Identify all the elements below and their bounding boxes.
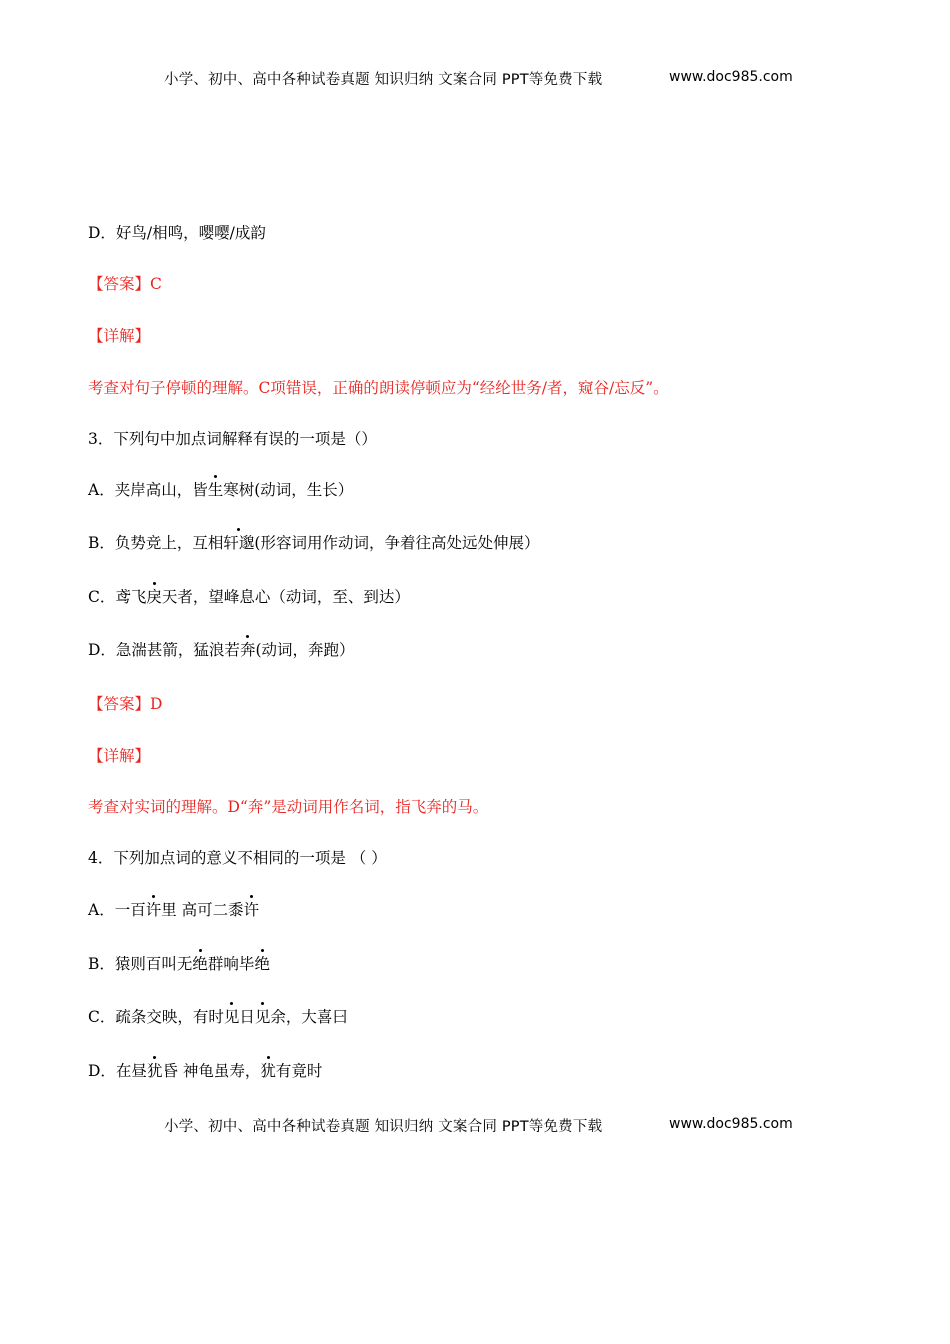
- page-header: [0, 68, 950, 92]
- dotted-word: 轩邈: [223, 531, 254, 555]
- dotted-word: 犹: [260, 1059, 276, 1083]
- q4-option-d: [88, 1059, 322, 1083]
- q3-a-post: 寒树(动词，生长）: [223, 481, 354, 499]
- q3-d-pre: D．急湍甚箭，猛浪若: [88, 641, 240, 659]
- q4-a-p2: 里 高可二黍: [161, 901, 244, 919]
- dotted-word: 绝: [254, 952, 270, 976]
- dotted-word: 见: [255, 1005, 271, 1029]
- q4-a-p1: A．一百: [88, 901, 146, 919]
- page-footer: [0, 1115, 950, 1139]
- q3-b-pre: B．负势竞上，互相: [88, 534, 224, 552]
- q4-d-p2: 昏 神龟虽寿，: [162, 1062, 261, 1080]
- q2-detail: 考查对句子停顿的理解。C项错误，正确的朗读停顿应为“经纶世务/者，窥谷/忘反”。: [88, 379, 669, 397]
- footer-text: 小学、初中、高中各种试卷真题 知识归纳 文案合同 PPT等免费下载: [164, 1119, 603, 1135]
- q4-b-p2: 群响毕: [207, 955, 255, 973]
- header-url[interactable]: www.doc985.com: [669, 69, 793, 85]
- q4-option-b: [88, 952, 270, 976]
- dotted-word: 奔: [240, 638, 256, 662]
- dotted-word: 许: [146, 898, 162, 922]
- q3-d-post: (动词，奔跑）: [255, 641, 355, 659]
- header-text: 小学、初中、高中各种试卷真题 知识归纳 文案合同 PPT等免费下载: [164, 72, 603, 88]
- q4-stem: 4．下列加点词的意义不相同的一项是 （ ）: [88, 849, 387, 867]
- q4-c-p2: 日: [239, 1008, 255, 1026]
- q3-stem: 3．下列句中加点词解释有误的一项是（）: [88, 430, 377, 448]
- q2-detail-label: 【详解】: [88, 327, 151, 345]
- dotted-word: 绝: [192, 952, 208, 976]
- q4-option-a: [88, 898, 259, 922]
- footer-url[interactable]: www.doc985.com: [669, 1116, 793, 1132]
- q2-option-d: D．好鸟/相鸣，嘤嘤/成韵: [88, 224, 266, 242]
- q4-option-c: [88, 1005, 348, 1029]
- q3-option-d: [88, 638, 355, 662]
- q4-d-p3: 有竟时: [275, 1062, 323, 1080]
- q4-c-p3: 余，大喜曰: [270, 1008, 348, 1026]
- q3-a-pre: A．夹岸高山，皆: [88, 481, 208, 499]
- q4-c-p1: C．疏条交映，有时: [88, 1008, 224, 1026]
- dotted-word: 许: [244, 898, 260, 922]
- q3-b-post: (形容词用作动词，争着往高处远处伸展）: [254, 534, 540, 552]
- dotted-word: 生: [208, 478, 224, 502]
- q3-option-c: [88, 585, 410, 609]
- dotted-word: 见: [224, 1005, 240, 1029]
- q3-answer: 【答案】D: [88, 695, 163, 713]
- q2-answer: 【答案】C: [88, 275, 162, 293]
- q3-option-b: [88, 531, 539, 555]
- dotted-word: 犹: [147, 1059, 163, 1083]
- q3-c-pre: C．鸢飞: [88, 588, 147, 606]
- q4-b-p1: B．猿则百叫无: [88, 955, 193, 973]
- q3-option-a: [88, 478, 353, 502]
- q3-c-post: 天者，望峰息心（动词，至、到达）: [161, 588, 410, 606]
- q4-d-p1: D．在昼: [88, 1062, 147, 1080]
- q3-detail-label: 【详解】: [88, 747, 151, 765]
- dotted-word: 戾: [146, 585, 162, 609]
- q3-detail: 考查对实词的理解。D“奔”是动词用作名词，指飞奔的马。: [88, 798, 489, 816]
